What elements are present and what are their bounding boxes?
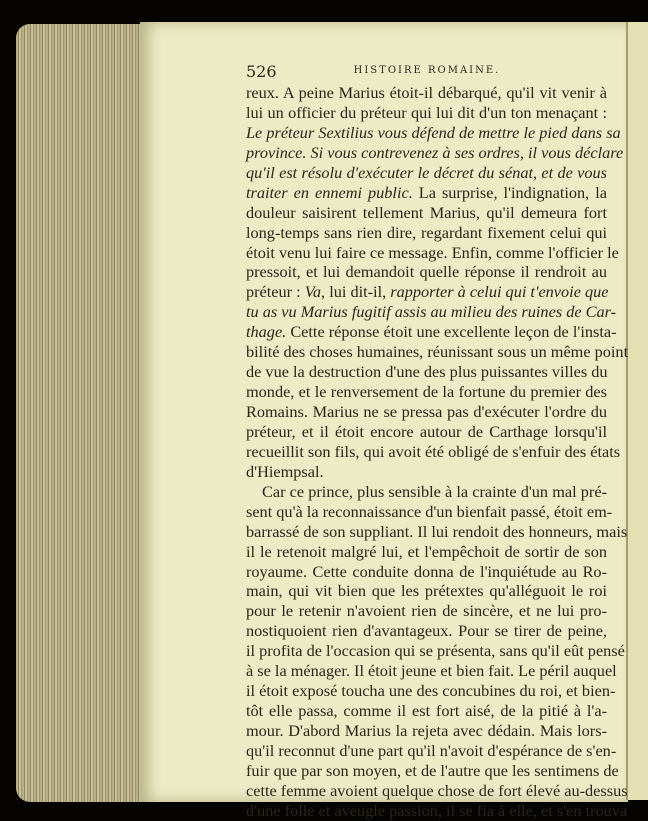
italic-text: Le préteur Sextilius vous défend de mettre le pied dans sa [246, 122, 621, 142]
text-segment: de vue la destruction d'une des plus puissantes villes du [246, 362, 608, 382]
text-line [246, 601, 607, 621]
text-segment: La surprise, l'indignation, la [412, 182, 607, 202]
text-segment: il profita de l'occasion qui se présenta, sans qu'il eût pensé [246, 641, 625, 661]
text-segment: bilité des choses humaines, réunissant sous un même point [246, 342, 629, 362]
text-line [246, 183, 607, 203]
text-line [246, 242, 619, 263]
text-line [246, 482, 607, 502]
text-line [246, 203, 607, 223]
text-line [246, 740, 617, 761]
text-line [246, 282, 607, 302]
italic-text: thage. [246, 322, 287, 342]
text-line [246, 103, 607, 123]
text-segment: barrassé de son suppliant. Il lui rendoit des honneurs, mais [246, 521, 628, 541]
text-line [246, 581, 607, 601]
text-segment: douleur saisirent tellement Marius, qu'il demeura fort [246, 202, 607, 222]
text-line [246, 322, 617, 342]
text-segment: reux. A peine Marius étoit-il débarqué, qu'il vit venir à [246, 83, 607, 102]
italic-text: tu as vu Marius fugitif assis au milieu des ruines de Car- [246, 302, 617, 322]
text-line [246, 223, 607, 243]
text-segment: il étoit exposé toucha une des concubines du roi, et bien- [246, 681, 616, 701]
text-line [246, 641, 625, 661]
text-segment: fuir que par son moyen, et de l'autre que les sentimens de [246, 760, 619, 780]
text-line [246, 122, 621, 143]
text-line [246, 382, 607, 402]
text-segment: lui un officier du préteur qui lui dit d'un ton menaçant : [246, 102, 607, 122]
text-line [246, 562, 607, 582]
italic-text: Va [304, 282, 322, 302]
text-line [246, 302, 617, 322]
text-segment: royaume. Cette conduite donna de l'inquiétude au Ro- [246, 561, 607, 581]
text-segment: sent qu'à la reconnaissance d'un bienfait passé, étoit em- [246, 501, 613, 521]
text-line [246, 441, 621, 462]
italic-text: traiter en ennemi public. [246, 182, 413, 202]
text-segment: pour le retenir n'avoient rien de sincère, et ne lui pro- [246, 601, 607, 621]
text-segment: pressoit, et lui demandoit quelle réponse il rendroit au [246, 262, 607, 282]
text-line [246, 721, 607, 741]
text-segment: Cette réponse étoit une excellente leçon de l'insta- [286, 322, 617, 342]
text-segment: Car ce prince, plus sensible à la crainte d'un mal pré- [262, 481, 607, 501]
text-line [246, 163, 607, 183]
page-header [246, 62, 608, 82]
body-text [246, 83, 629, 821]
italic-text: province. Si vous contrevenez à ses ordres, il vous déclare [246, 142, 624, 162]
text-segment: Romains. Marius ne se pressa pas d'exécuter l'ordre du [246, 402, 607, 421]
text-segment: préteur : [246, 282, 305, 302]
text-line [246, 422, 607, 442]
text-line [246, 83, 607, 103]
text-line [246, 542, 607, 562]
text-line [246, 462, 607, 482]
text-segment: préteur, et il étoit encore autour de Carthage lorsqu'il [246, 421, 607, 441]
italic-text: rapporter à celui qui t'envoie que [390, 282, 609, 302]
text-line [246, 521, 628, 542]
text-segment: monde, et le renversement de la fortune du premier des [246, 382, 607, 402]
facing-page-edge [626, 22, 648, 800]
text-line [246, 621, 607, 641]
text-line [246, 262, 607, 282]
text-line [246, 142, 624, 163]
text-line [246, 342, 629, 362]
text-segment: mour. D'abord Marius la rejeta avec dédain. Mais lors- [246, 721, 607, 740]
running-title: HISTOIRE ROMAINE. [353, 65, 501, 76]
text-segment: long-temps sans rien dire, regardant fixement celui qui [246, 222, 607, 242]
text-segment: recueillit son fils, qui avoit été obligé de s'enfuir des états [246, 441, 621, 461]
text-line [246, 681, 616, 701]
text-segment: nostiquoient rien d'avantageux. Pour se tirer de peine, [246, 621, 607, 641]
text-line [246, 780, 628, 801]
text-segment: tôt elle passa, comme il est fort aisé, de la pitié à l'a- [246, 701, 607, 721]
text-segment: cette femme avoient quelque chose de fort élevé au-dessus [246, 780, 628, 800]
page-stack-edge [16, 24, 142, 802]
text-segment: main, qui vit bien que les prétextes qu'alléguoit le roi [246, 581, 607, 601]
text-line [246, 362, 607, 382]
text-segment: il le retenoit malgré lui, et l'empêchoit de sortir de son [246, 541, 607, 561]
text-line [246, 402, 607, 422]
text-segment: , lui dit-il, [321, 282, 391, 302]
text-segment: qu'il reconnut d'une part qu'il n'avoit d'espérance de s'en- [246, 740, 617, 760]
text-segment: d'une folle et aveugle passion, il se fia à elle, et s'en trouva [246, 800, 628, 820]
text-line [246, 760, 619, 781]
text-line [246, 501, 613, 522]
text-line [246, 661, 617, 681]
text-line [246, 701, 607, 721]
italic-text: qu'il est résolu d'exécuter le décret du sénat, et de vous [246, 162, 607, 182]
text-segment: d'Hiempsal. [246, 461, 324, 481]
text-segment: à se la ménager. Il étoit jeune et bien fait. Le péril auquel [246, 661, 617, 681]
page-number: 526 [246, 62, 277, 81]
text-segment: étoit venu lui faire ce message. Enfin, comme l'officier le [246, 242, 619, 262]
